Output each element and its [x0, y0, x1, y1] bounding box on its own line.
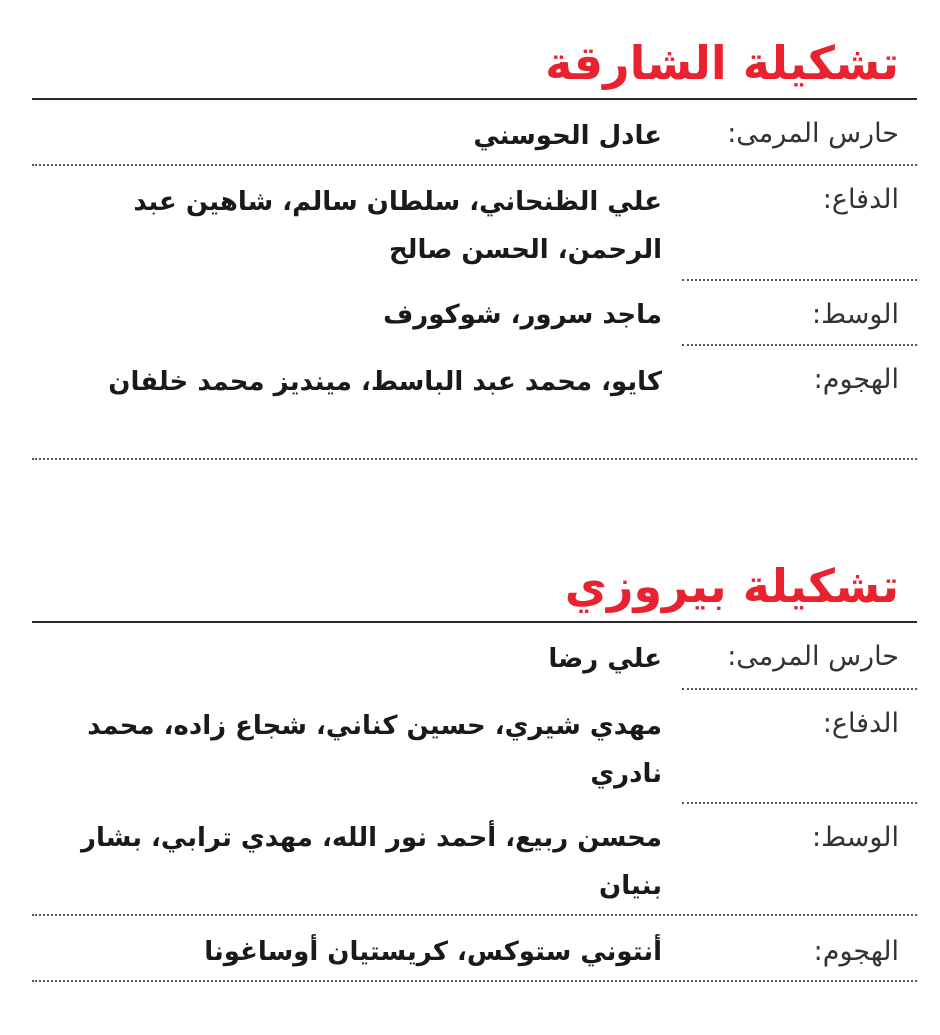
lineup-row-midfield: [32, 281, 917, 346]
row-value-attack: كايو، محمد عبد الباسط، مينديز محمد خلفان: [108, 367, 662, 397]
row-value-midfield: ماجد سرور، شوكورف: [383, 300, 662, 330]
lineup-row-goalkeeper: [32, 623, 917, 690]
row-value-attack: أنتوني ستوكس، كريستيان أوساغونا: [204, 937, 662, 967]
lineup-row-defense: [32, 166, 917, 281]
row-label-attack: الهجوم:: [813, 936, 899, 967]
sharjah-lineup-title: تشكيلة الشارقة: [545, 36, 899, 90]
perspolis-lineup-section: [32, 553, 917, 982]
row-value-goalkeeper: عادل الحوسني: [473, 121, 662, 151]
lineup-row-midfield: [32, 804, 917, 916]
row-label-attack: الهجوم:: [813, 364, 899, 395]
row-label-midfield: الوسط:: [811, 299, 899, 330]
lineup-row-attack: [32, 916, 917, 982]
row-label-goalkeeper: حارس المرمى:: [727, 641, 899, 672]
row-label-midfield: الوسط:: [811, 822, 899, 853]
row-label-defense: الدفاع:: [822, 708, 899, 739]
lineup-row-attack: [32, 346, 917, 460]
lineup-row-goalkeeper: [32, 100, 917, 166]
dotted-divider: [32, 458, 917, 460]
row-value-defense: علي الظنحاني، سلطان سالم، شاهين عبد الرحمن، الحسن صالح: [133, 187, 662, 265]
row-value-goalkeeper: علي رضا: [548, 644, 662, 674]
lineup-row-defense: [32, 690, 917, 804]
perspolis-lineup-title: تشكيلة بيروزي: [564, 559, 899, 613]
row-label-goalkeeper: حارس المرمى:: [727, 118, 899, 149]
row-label-defense: الدفاع:: [822, 184, 899, 215]
dotted-divider: [32, 980, 917, 982]
sharjah-lineup-section: [32, 30, 917, 460]
row-value-defense: مهدي شيري، حسين كناني، شجاع زاده، محمد نادري: [87, 711, 662, 789]
row-value-midfield: محسن ربيع، أحمد نور الله، مهدي ترابي، بشار بنيان: [81, 823, 662, 901]
